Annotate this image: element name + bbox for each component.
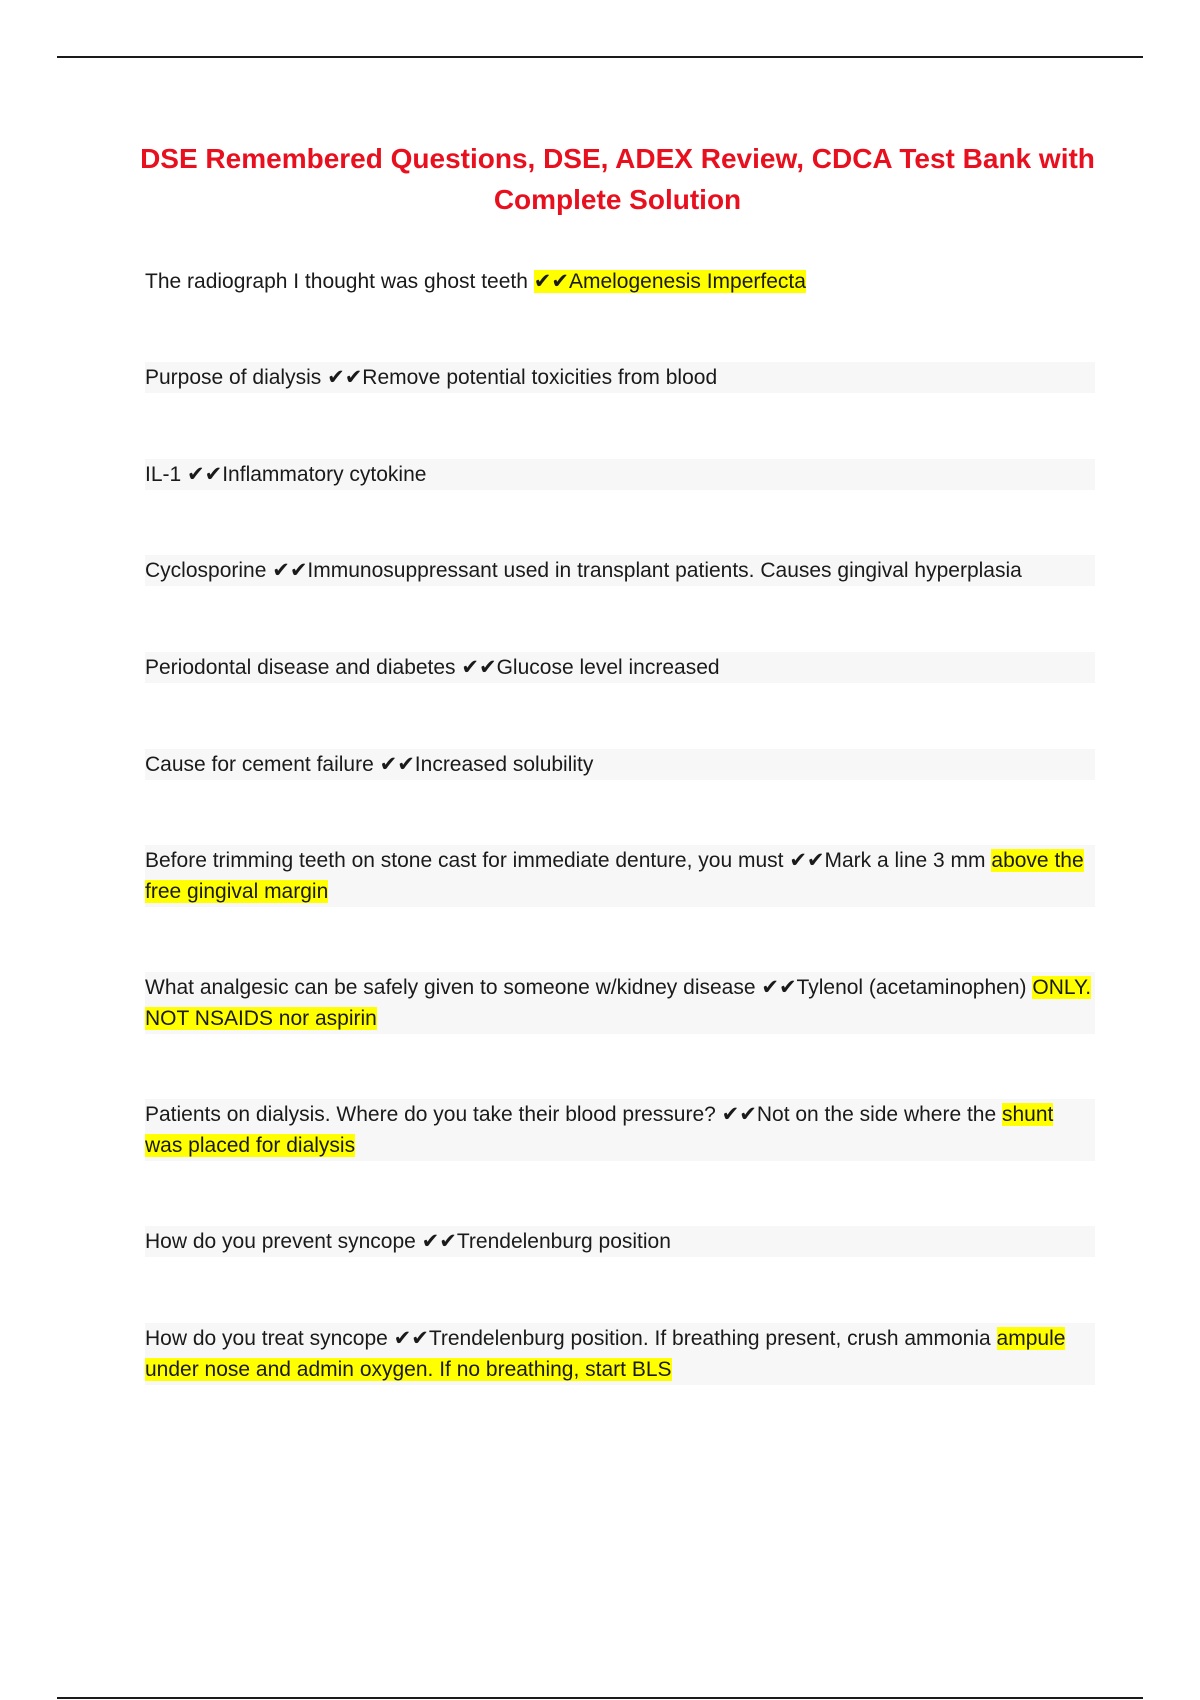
- question-text: How do you prevent syncope: [145, 1230, 422, 1253]
- qa-item: [145, 1323, 1095, 1385]
- answer-text: ✔✔Not on the side where the: [721, 1103, 1002, 1126]
- question-text: Periodontal disease and diabetes: [145, 656, 462, 679]
- question-text: Before trimming teeth on stone cast for immediate denture, you must: [145, 849, 790, 872]
- qa-item: [145, 845, 1095, 907]
- answer-highlighted: ✔✔Amelogenesis Imperfecta: [533, 270, 806, 293]
- qa-item: [145, 266, 1095, 297]
- question-text: What analgesic can be safely given to someone w/kidney disease: [145, 976, 762, 999]
- question-text: Patients on dialysis. Where do you take their blood pressure?: [145, 1103, 722, 1126]
- qa-item: [145, 459, 1095, 490]
- qa-item: [145, 972, 1095, 1034]
- question-text: Cause for cement failure: [145, 753, 380, 776]
- header-rule: [57, 56, 1143, 58]
- answer-text: ✔✔Inflammatory cytokine: [187, 463, 427, 486]
- qa-item: [145, 1099, 1095, 1161]
- answer-text: ✔✔Immunosuppressant used in transplant patients. Causes gingival hyperplasia: [272, 559, 1022, 582]
- answer-text: ✔✔Mark a line 3 mm: [789, 849, 992, 872]
- answer-text: ✔✔Tylenol (acetaminophen): [761, 976, 1033, 999]
- qa-item: [145, 555, 1095, 586]
- question-text: The radiograph I thought was ghost teeth: [145, 270, 534, 293]
- footer-rule: [57, 1697, 1143, 1699]
- answer-highlighted: ONLY. NOT NSAIDS nor aspirin: [145, 976, 1092, 1030]
- question-text: How do you treat syncope: [145, 1327, 394, 1350]
- qa-item: [145, 652, 1095, 683]
- question-text: Purpose of dialysis: [145, 366, 328, 389]
- answer-highlighted: above the free gingival margin: [145, 849, 1084, 903]
- answer-highlighted: shunt was placed for dialysis: [145, 1103, 1054, 1157]
- qa-item: [145, 362, 1095, 393]
- document-title: DSE Remembered Questions, DSE, ADEX Review, CDCA Test Bank with Complete Solution: [140, 143, 1095, 215]
- answer-text: ✔✔Trendelenburg position: [421, 1230, 671, 1253]
- qa-item: [145, 749, 1095, 780]
- answer-highlighted: ampule under nose and admin oxygen. If no breathing, start BLS: [145, 1327, 1066, 1381]
- question-text: IL-1: [145, 463, 188, 486]
- qa-item: [145, 1226, 1095, 1257]
- answer-text: ✔✔Trendelenburg position. If breathing present, crush ammonia: [393, 1327, 997, 1350]
- answer-text: ✔✔Increased solubility: [379, 753, 594, 776]
- answer-text: ✔✔Glucose level increased: [461, 656, 720, 679]
- question-text: Cyclosporine: [145, 559, 273, 582]
- answer-text: ✔✔Remove potential toxicities from blood: [327, 366, 718, 389]
